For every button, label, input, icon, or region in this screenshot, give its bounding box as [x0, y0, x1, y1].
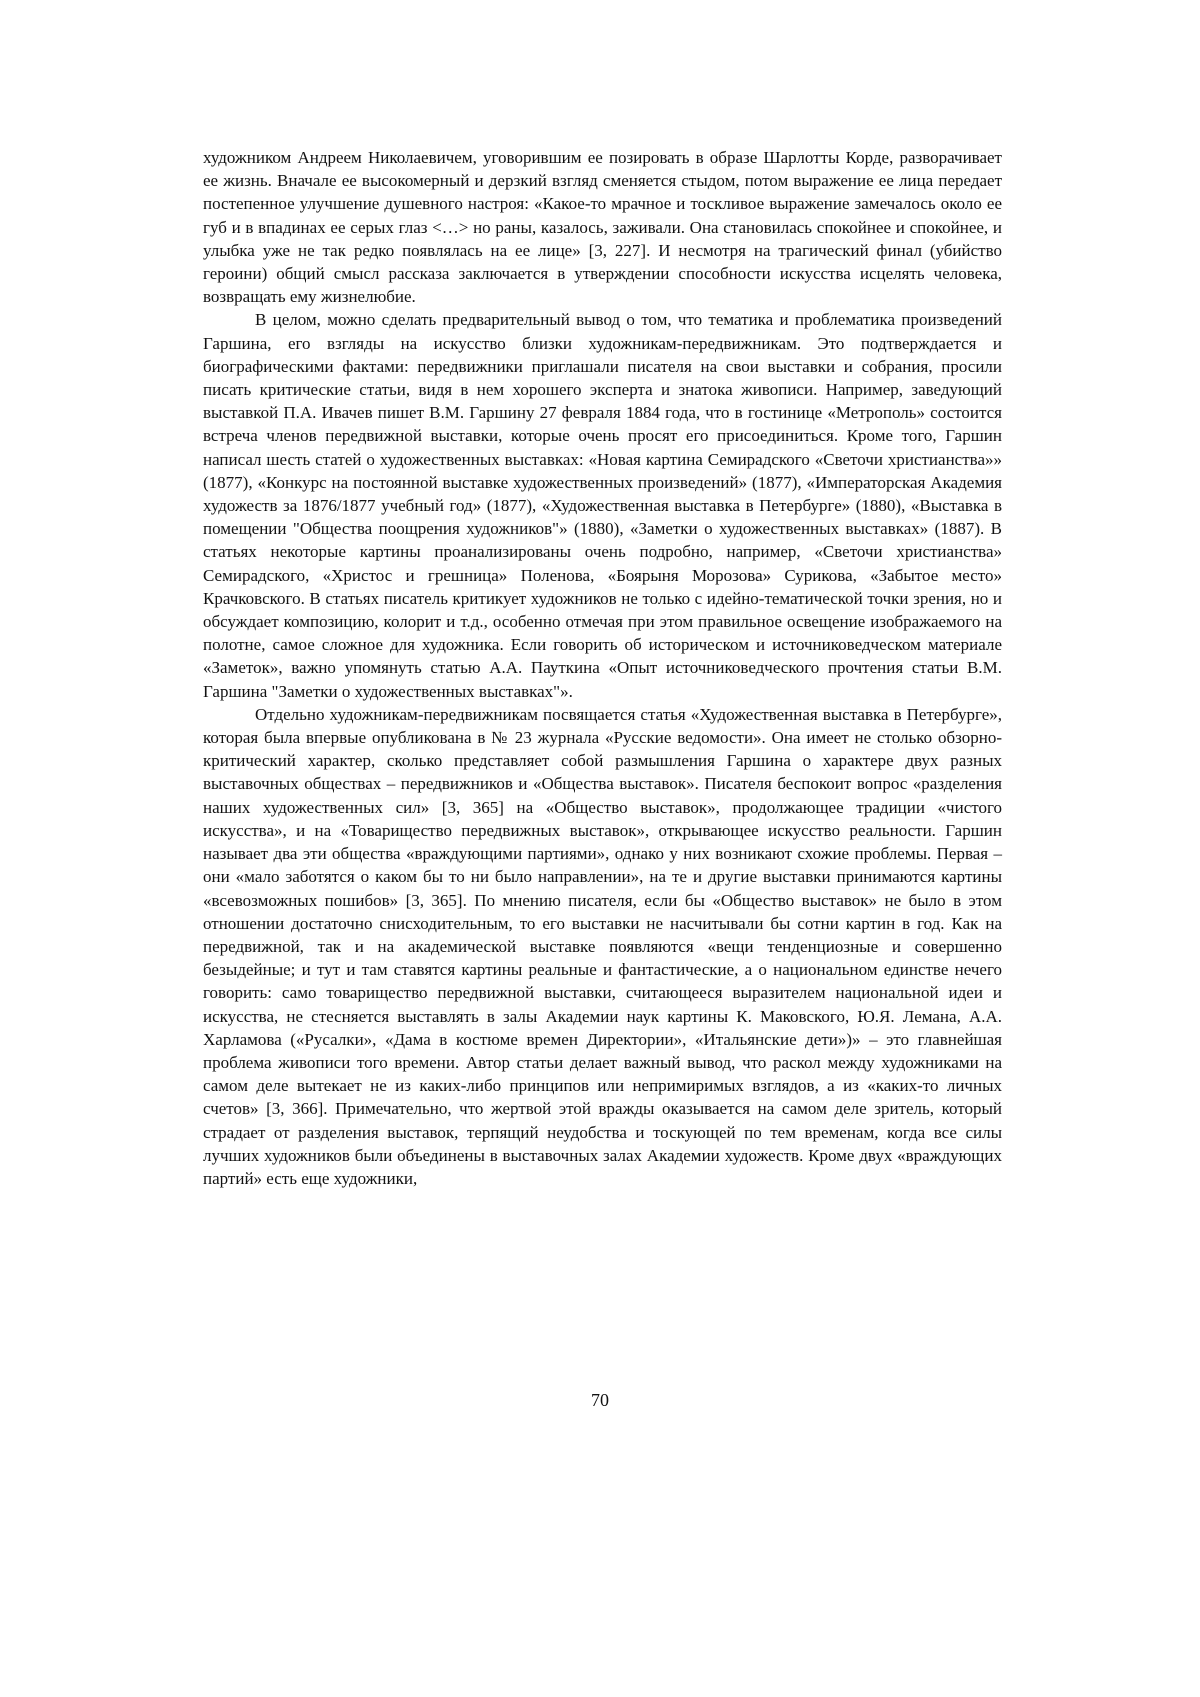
paragraph-conclusion: В целом, можно сделать предварительный вывод о том, что тематика и проблематика произведений Гаршина, его взгляды на искусство близки художникам-передвижникам. Это подтверждается и биографическими фактами: передвижники приглашали писателя на свои выставки и собрания, просили писать критические статьи, видя в нем хорошего эксперта и знатока живописи. Например, заведующий выставкой П.А. Ивачев пишет В.М. Гаршину 27 февраля 1884 года, что в гостинице «Метрополь» состоится встреча членов передвижной выставки, которые очень просят его присоединиться. Кроме того, Гаршин написал шесть статей о художественных выставках: «Новая картина Семирадского «Светочи христианства»» (1877), «Конкурс на постоянной выставке художественных произведений» (1877), «Императорская Академия художеств за 1876/1877 учебный год» (1877), «Художественная выставка в Петербурге» (1880), «Выставка в помещении "Общества поощрения художников"» (1880), «Заметки о художественных выставках» (1887). В статьях некоторые картины проанализированы очень подробно, например, «Светочи христианства» Семирадского, «Христос и грешница» Поленова, «Боярыня Морозова» Сурикова, «Забытое место» Крачковского. В статьях писатель критикует художников не только с идейно-тематической точки зрения, но и обсуждает композицию, колорит и т.д., особенно отмечая при этом правильное освещение изображаемого на полотне, самое сложное для художника. Если говорить об историческом и источниковедческом материале «Заметок», важно упомянуть статью А.А. Пауткина «Опыт источниковедческого прочтения статьи В.М. Гаршина "Заметки о художественных выставках"». — [203, 308, 1002, 702]
page-number: 70 — [0, 1390, 1200, 1411]
document-page — [0, 0, 1200, 1697]
paragraph-exhibition-article: Отдельно художникам-передвижникам посвящается статья «Художественная выставка в Петербурге», которая была впервые опубликована в № 23 журнала «Русские ведомости». Она имеет не столько обзорно-критический характер, сколько представляет собой размышления Гаршина о характере двух разных выставочных обществах – передвижников и «Общества выставок». Писателя беспокоит вопрос «разделения наших художественных сил» [3, 365] на «Общество выставок», продолжающее традиции «чистого искусства», и на «Товарищество передвижных выставок», открывающее искусство реальности. Гаршин называет два эти общества «враждующими партиями», однако у них возникают схожие проблемы. Первая – они «мало заботятся о каком бы то ни было направлении», на те и другие выставки принимаются картины «всевозможных пошибов» [3, 365]. По мнению писателя, если бы «Общество выставок» не было в этом отношении достаточно снисходительным, то его выставки не насчитывали бы сотни картин в год. Как на передвижной, так и на академической выставке появляются «вещи тенденциозные и совершенно безыдейные; и тут и там ставятся картины реальные и фантастические, а о национальном единстве нечего говорить: само товарищество передвижной выставки, считающееся выразителем национальной идеи и искусства, не стесняется выставлять в залы Академии наук картины К. Маковского, Ю.Я. Лемана, А.А. Харламова («Русалки», «Дама в костюме времен Директории», «Итальянские дети»)» – это главнейшая проблема живописи того времени. Автор статьи делает важный вывод, что раскол между художниками на самом деле вытекает не из каких-либо принципов или непримиримых взглядов, а из «каких-то личных счетов» [3, 366]. Примечательно, что жертвой этой вражды оказывается на самом деле зритель, который страдает от разделения выставок, терпящий неудобства и тоскующей по тем временам, когда все силы лучших художников были объединены в выставочных залах Академии художеств. Кроме двух «враждующих партий» есть еще художники, — [203, 703, 1002, 1190]
paragraph-continuation: художником Андреем Николаевичем, уговорившим ее позировать в образе Шарлотты Корде, разворачивает ее жизнь. Вначале ее высокомерный и дерзкий взгляд сменяется стыдом, потом выражение ее лица передает постепенное улучшение душевного настроя: «Какое-то мрачное и тоскливое выражение замечалось около ее губ и в впадинах ее серых глаз <…> но раны, казалось, заживали. Она становилась спокойнее и спокойнее, и улыбка уже не так редко появлялась на ее лице» [3, 227]. И несмотря на трагический финал (убийство героини) общий смысл рассказа заключается в утверждении способности искусства исцелять человека, возвращать ему жизнелюбие. — [203, 146, 1002, 308]
body-text — [203, 146, 1002, 1190]
